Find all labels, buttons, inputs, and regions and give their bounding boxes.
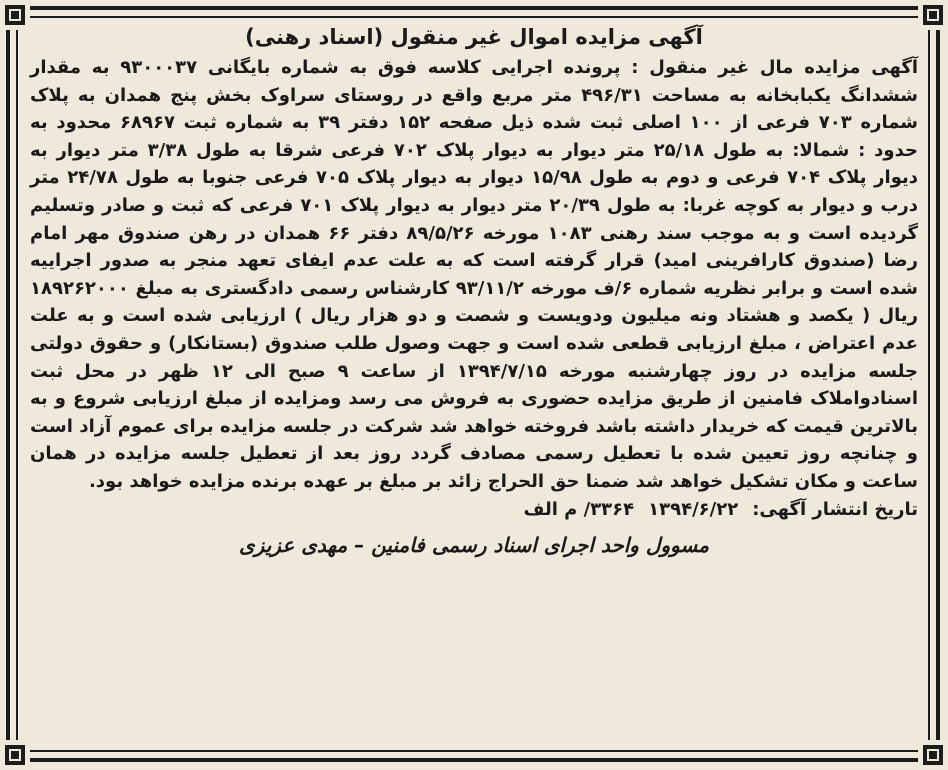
corner-ornament-icon: [0, 740, 30, 770]
corner-ornament-icon: [918, 0, 948, 30]
notice-body: آگهی مزایده مال غیر منقول : پرونده اجرایی کلاسه فوق به شماره بایگانی ۹۳۰۰۰۳۷ به مقدار ششدانگ یکبابخانه به مساحت ۴۹۶/۳۱ متر مربع واقع در روستای سراوک بخش پنج همدان به پلاک شماره ۷۰۳ فرعی از ۱۰۰ اصلی ثبت شده ذیل صفحه ۱۵۲ دفتر ۳۹ به شماره ثبت ۶۸۹۶۷ محدود به حدود : شمالا: به طول ۲۵/۱۸ متر دیوار به دیوار پلاک ۷۰۲ فرعی شرقا به طول ۳/۳۸ متر دیوار به دیوار پلاک ۷۰۴ فرعی و دوم به طول ۱۵/۹۸ دیوار به دیوار پلاک ۷۰۵ فرعی جنوبا به طول ۲۴/۷۸ متر درب و دیوار به کوچه غربا: به طول ۲۰/۳۹ متر دیوار به دیوار پلاک ۷۰۱ فرعی که ثبت و صادر وتسلیم گردیده است و به موجب سند رهنی ۱۰۸۳ مورخه ۸۹/۵/۲۶ دفتر ۶۶ همدان در رهن صندوق مهر امام رضا (صندوق کارافرینی امید) قرار گرفته است که به علت عدم ایفای تعهد منجر به صدور اجراییه شده است و برابر نظریه شماره ۶/ف مورخه ۹۳/۱۱/۲ کارشناس رسمی دادگستری به مبلغ ۱۸۹۲۶۲۰۰۰ ریال ( یکصد و هشتاد ونه میلیون ودویست و شصت و دو هزار ریال ) ارزیابی شده است و به علت عدم اعتراض ، مبلغ ارزیابی قطعی شده است و جهت وصول طلب صندوق (بستانکار) و حقوق دولتی جلسه مزایده در روز چهارشنبه مورخه ۱۳۹۴/۷/۱۵ از ساعت ۹ صبح الی ۱۲ ظهر در محل ثبت اسنادواملاک فامنین از طریق مزایده حضوری به فروش می رسد ومزایده از مبلغ ارزیابی شروع و به بالاترین قیمت که خریدار داشته باشد فروخته خواهد شد شرکت در جلسه مزایده برای عموم آزاد است و چنانچه روز تعیین شده با تعطیل رسمی مصادف گردد روز بعد از تعطیل جلسه مزایده در همان ساعت و مکان تشکیل خواهد شد ضمنا حق الحراج زائد بر مبلغ بر عهده برنده مزایده خواهد بود.: [30, 57, 919, 492]
publish-date: ۱۳۹۴/۶/۲۲: [648, 498, 739, 520]
reference-number: ۳۳۶۴/ م الف: [523, 498, 635, 520]
corner-ornament-icon: [0, 0, 30, 30]
signature-line: مسوول واحد اجرای اسناد رسمی فامنین – مهدی عزیزی: [239, 532, 709, 557]
corner-ornament-icon: [918, 740, 948, 770]
publish-info: [30, 496, 918, 524]
notice-title: آگهی مزایده اموال غیر منقول (اسناد رهنی): [245, 25, 703, 49]
notice-content: [30, 22, 918, 752]
publish-label: تاریخ انتشار آگهی:: [752, 498, 918, 520]
